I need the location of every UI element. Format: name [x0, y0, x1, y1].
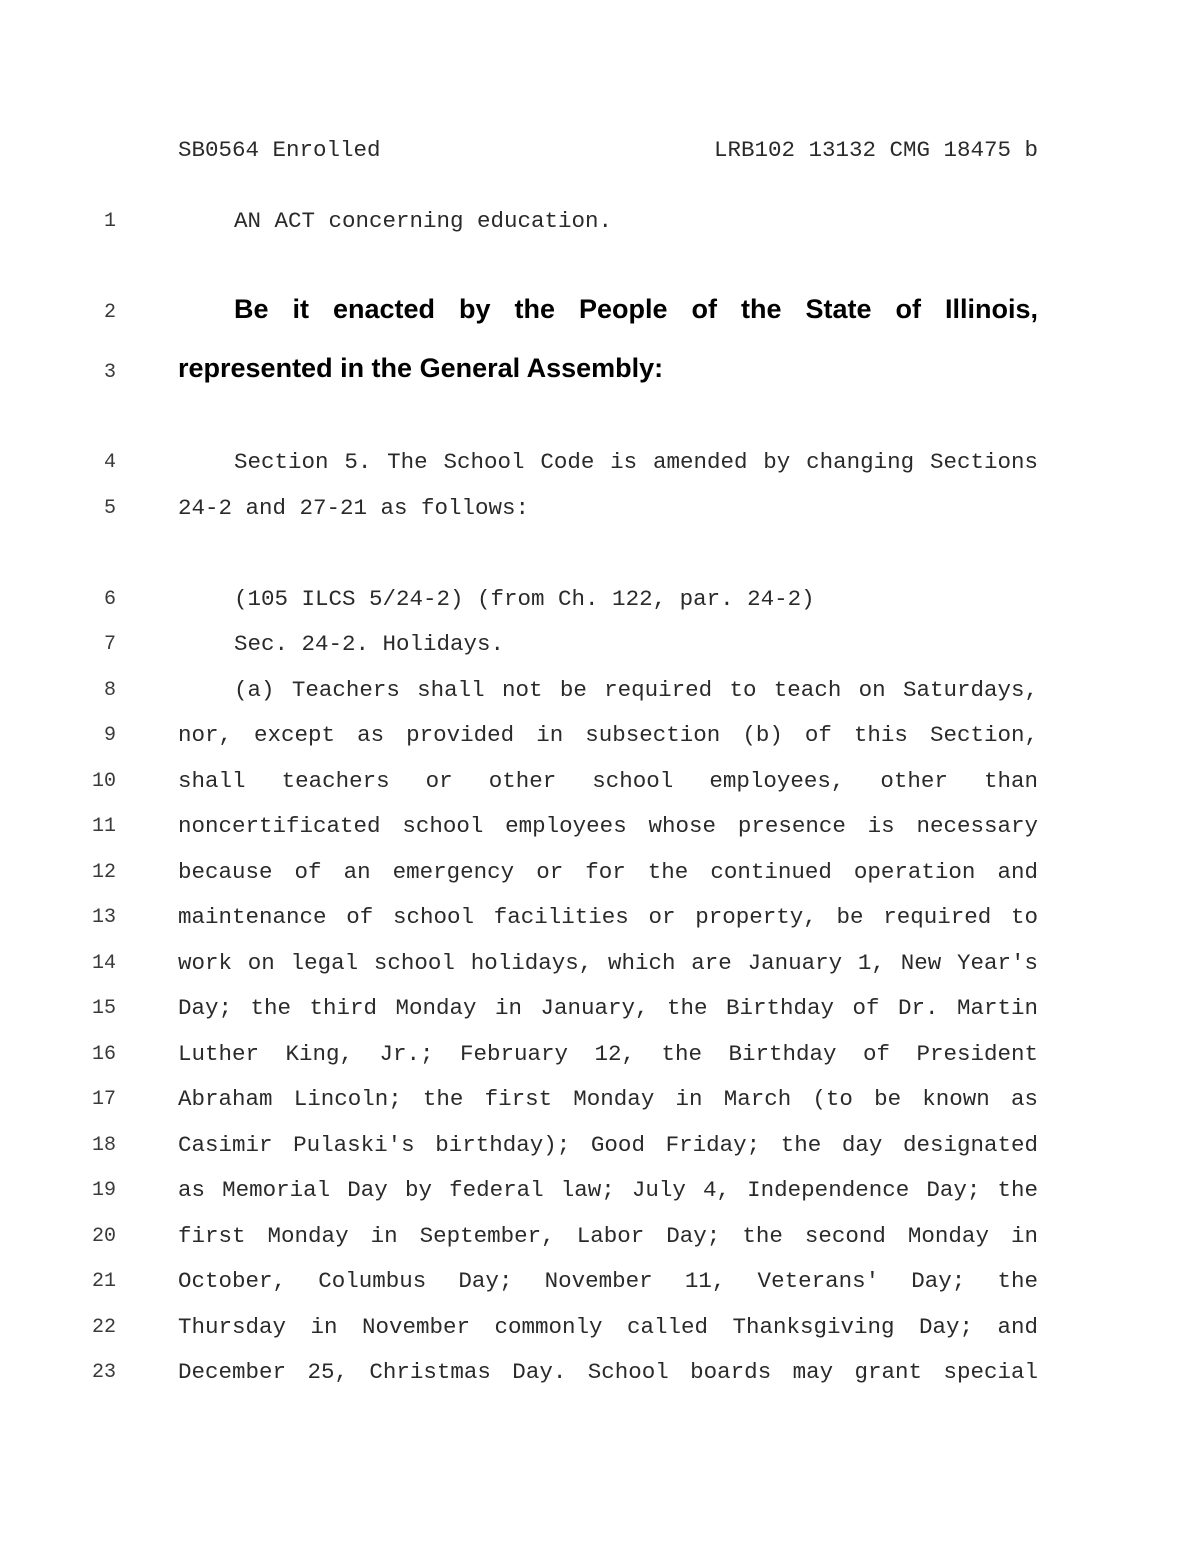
line-number: 1 — [103, 210, 116, 233]
line-text: AN ACT concerning education. — [234, 208, 613, 234]
line-text: work on legal school holidays, which are January 1, New Year's — [178, 950, 1038, 976]
line-number: 15 — [91, 997, 116, 1020]
line-text: Section 5. The School Code is amended by changing Sections — [234, 449, 1038, 475]
line-number: 22 — [91, 1316, 116, 1339]
line-number: 18 — [91, 1134, 116, 1157]
line-number: 11 — [91, 815, 116, 838]
section-heading: Sec. 24-2. Holidays. — [234, 631, 505, 657]
line-number: 23 — [91, 1361, 116, 1384]
line-number: 6 — [103, 588, 116, 611]
line-number: 19 — [91, 1179, 116, 1202]
line-number: 3 — [103, 361, 116, 384]
line-text: because of an emergency or for the continued operation and — [178, 859, 1038, 885]
enacting-clause-line: Be it enacted by the People of the State of Illinois, — [234, 294, 1038, 324]
line-number: 12 — [91, 861, 116, 884]
line-number: 17 — [91, 1088, 116, 1111]
bill-id-header: SB0564 Enrolled — [178, 137, 381, 163]
enacting-clause-line: represented in the General Assembly: — [178, 353, 664, 383]
line-text: (a) Teachers shall not be required to teach on Saturdays, — [234, 677, 1038, 703]
line-text: 24-2 and 27-21 as follows: — [178, 495, 530, 521]
line-number: 10 — [91, 770, 116, 793]
line-number: 13 — [91, 906, 116, 929]
line-text: first Monday in September, Labor Day; the second Monday in — [178, 1223, 1038, 1249]
line-text: Luther King, Jr.; February 12, the Birthday of President — [178, 1041, 1038, 1067]
line-number: 8 — [103, 679, 116, 702]
line-text: (105 ILCS 5/24-2) (from Ch. 122, par. 24-2) — [234, 586, 815, 612]
line-number: 2 — [103, 301, 116, 324]
line-number: 9 — [103, 724, 116, 747]
line-number: 7 — [103, 633, 116, 656]
line-text: shall teachers or other school employees, other than — [178, 768, 1038, 794]
line-number: 16 — [91, 1043, 116, 1066]
line-text: as Memorial Day by federal law; July 4, Independence Day; the — [178, 1177, 1038, 1203]
line-text: noncertificated school employees whose presence is necessary — [178, 813, 1038, 839]
line-text: Thursday in November commonly called Thanksgiving Day; and — [178, 1314, 1038, 1340]
line-number: 5 — [103, 497, 116, 520]
line-text: maintenance of school facilities or property, be required to — [178, 904, 1038, 930]
line-text: Casimir Pulaski's birthday); Good Friday; the day designated — [178, 1132, 1038, 1158]
line-number: 21 — [91, 1270, 116, 1293]
line-text: nor, except as provided in subsection (b) of this Section, — [178, 722, 1038, 748]
line-number: 14 — [91, 952, 116, 975]
lrb-code-header: LRB102 13132 CMG 18475 b — [713, 137, 1038, 163]
line-text: Abraham Lincoln; the first Monday in March (to be known as — [178, 1086, 1038, 1112]
line-number: 20 — [91, 1225, 116, 1248]
line-number: 4 — [103, 451, 116, 474]
line-text: October, Columbus Day; November 11, Veterans' Day; the — [178, 1268, 1038, 1294]
line-text: Day; the third Monday in January, the Birthday of Dr. Martin — [178, 995, 1038, 1021]
line-text: December 25, Christmas Day. School boards may grant special — [178, 1359, 1038, 1385]
